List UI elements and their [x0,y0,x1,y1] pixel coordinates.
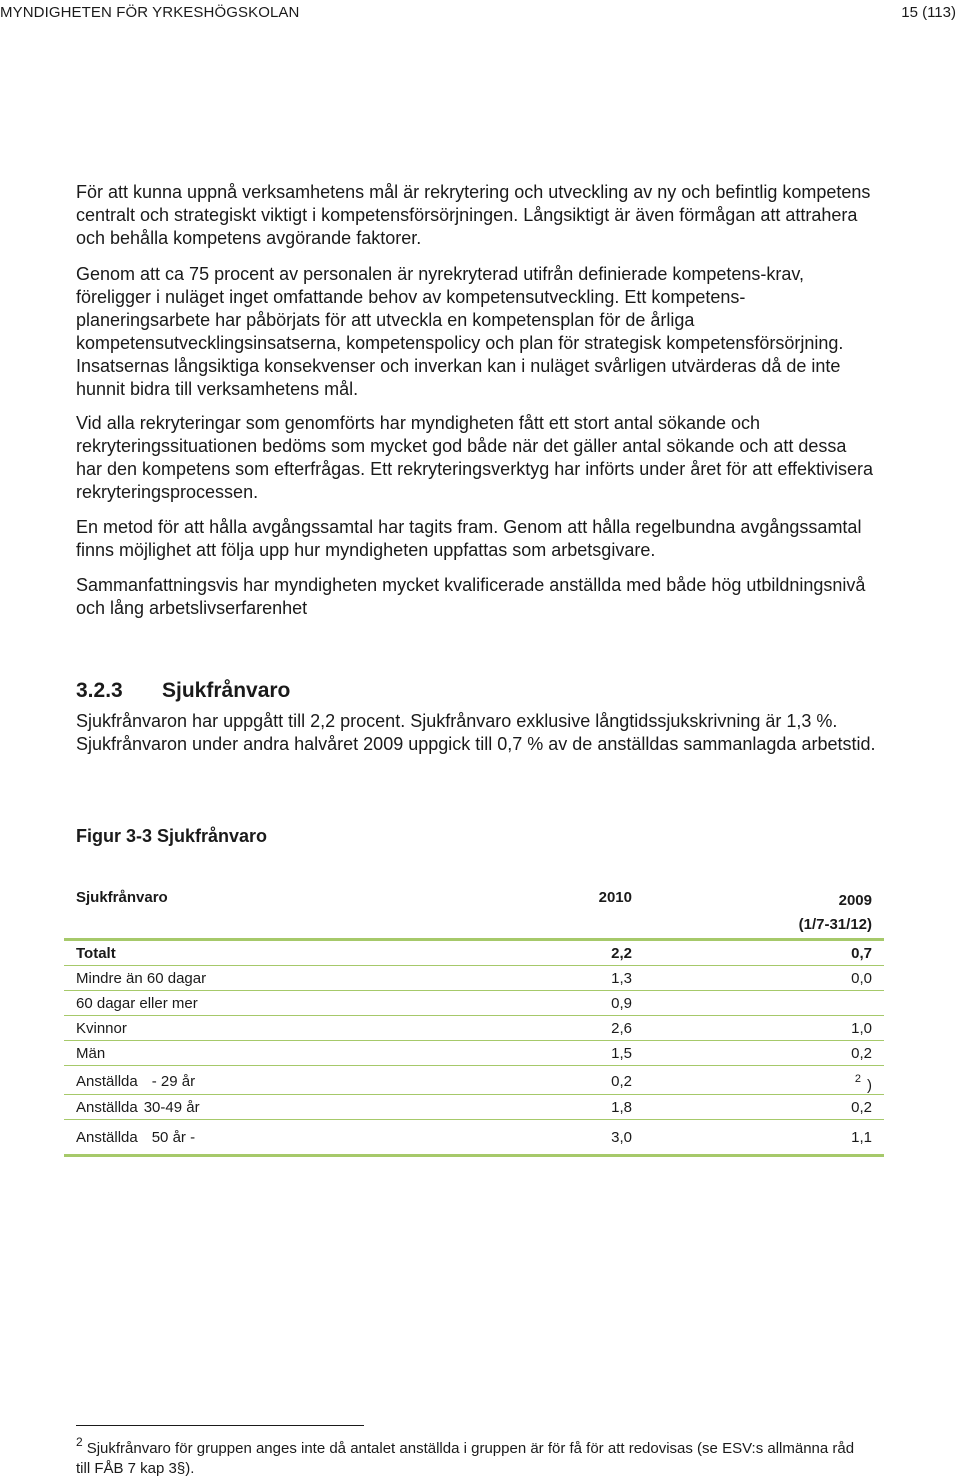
row-value-2009: 1,0 [851,1020,872,1037]
paragraph-competence-development: Genom att ca 75 procent av personalen är nyrekryterad utifrån definierade kompetens-krav, föreligger i nuläget inget omfattande behov av kompetensutveckling. Ett kompetens-planeringsarbete har påbörjats för att utveckla en kompetensplan för de årliga kompetensutvecklingsinsatserna, kompetenspolicy och plan för strategisk kompetensförsörjning. Insatsernas långsiktiga konsekvenser och inverkan kan i nuläget svårligen utvärderas då de inte hunnit bidra till verksamhetens mål. [76,264,844,399]
footnote [76,1432,856,1479]
table-row [64,941,884,965]
footnote-reference: 2 [854,1073,861,1085]
footnote-divider [76,1425,364,1426]
header-col-2009 [799,889,872,937]
section-number: 3.2.3 [76,679,123,702]
table-row [64,991,884,1015]
row-value-2010: 1,5 [611,1045,632,1062]
table-row [64,966,884,990]
table-row [64,1016,884,1040]
row-age-range: 50 år - [151,1129,196,1146]
header-col-2009-period: (1/7-31/12) [798,916,872,933]
row-label: Män [76,1045,106,1062]
row-label-group [76,1099,200,1116]
header-agency-name: MYNDIGHETEN FÖR YRKESHÖGSKOLAN [0,4,300,21]
row-label-group [76,1073,195,1090]
row-age-range: - 29 år [151,1073,196,1090]
row-label: Mindre än 60 dagar [76,970,207,987]
row-label: Totalt [76,945,116,962]
row-age-range: 30-49 år [143,1099,200,1116]
paragraph-summary: Sammanfattningsvis har myndigheten mycket kvalificerade anställda med både hög utbildningsnivå och lång arbetslivserfarenhet [76,575,866,618]
row-value-2009: 0,0 [851,970,872,987]
paragraph-recruitment: Vid alla rekryteringar som genomförts har myndigheten fått ett stort antal sökande och rekryteringssituationen bedöms som mycket god både när det gäller antal sökande och att dessa har den kompetens som efterfrågas. Ett rekryteringsverktyg har införts under året för att effektivisera rekryteringsprocessen. [76,413,874,502]
header-page-number: 15 (113) [901,4,956,21]
table-header [64,880,884,938]
paragraph-competence-supply: För att kunna uppnå verksamhetens mål är rekrytering och utveckling av ny och befintlig kompetens centralt och strategiskt viktigt i kompetensförsörjningen. Långsiktigt är även förmågan att attrahera och behålla kompetens avgörande faktorer. [76,182,871,248]
row-value-2010: 1,8 [611,1099,632,1116]
header-col-2010: 2010 [598,889,632,906]
row-value-2010: 3,0 [611,1129,632,1146]
sick-leave-table [64,880,884,1157]
section-heading [76,679,290,703]
row-value-2010: 2,2 [611,945,632,962]
footnote-text: Sjukfrånvaro för gruppen anges inte då antalet anställda i gruppen är för få för att redovisas (se ESV:s allmänna råd till FÅB 7 kap 3§). [76,1440,855,1477]
figure-caption: Figur 3-3 Sjukfrånvaro [76,826,268,846]
paragraph-sick-leave: Sjukfrånvaron har uppgått till 2,2 procent. Sjukfrånvaro exklusive långtidssjukskrivning är 1,3 %. Sjukfrånvaron under andra halvåret 2009 uppgick till 0,7 % av de anställdas sammanlagda arbetstid. [76,711,876,754]
row-value-2010: 2,6 [611,1020,632,1037]
table-row [64,1066,884,1094]
table-row [64,1120,884,1154]
row-value-2009: 1,1 [851,1129,872,1146]
row-value-2009-text: ) [867,1077,872,1094]
table-row [64,1041,884,1065]
row-label: Anställda [76,1129,138,1146]
table-row [64,1095,884,1119]
row-value-2009: 0,2 [851,1045,872,1062]
row-label: Kvinnor [76,1020,127,1037]
row-value-2010: 0,2 [611,1073,632,1090]
header-col-2009-year: 2009 [838,892,872,909]
row-value-2009: 0,2 [851,1099,872,1116]
row-label: Anställda [76,1099,138,1116]
row-label: Anställda [76,1073,138,1090]
row-value-2010: 0,9 [611,995,632,1012]
footnote-mark: 2 [76,1435,83,1449]
table-rule [64,1154,884,1157]
paragraph-exit-interviews: En metod för att hålla avgångssamtal har tagits fram. Genom att hålla regelbundna avgångssamtal finns möjlighet att följa upp hur myndigheten uppfattas som arbetsgivare. [76,517,862,560]
row-value-2009: 0,7 [851,945,872,962]
row-label-group [76,1129,195,1146]
header-col-category: Sjukfrånvaro [76,889,168,906]
row-value-2009 [855,1073,872,1094]
row-label: 60 dagar eller mer [76,995,198,1012]
row-value-2010: 1,3 [611,970,632,987]
section-title: Sjukfrånvaro [162,679,291,702]
